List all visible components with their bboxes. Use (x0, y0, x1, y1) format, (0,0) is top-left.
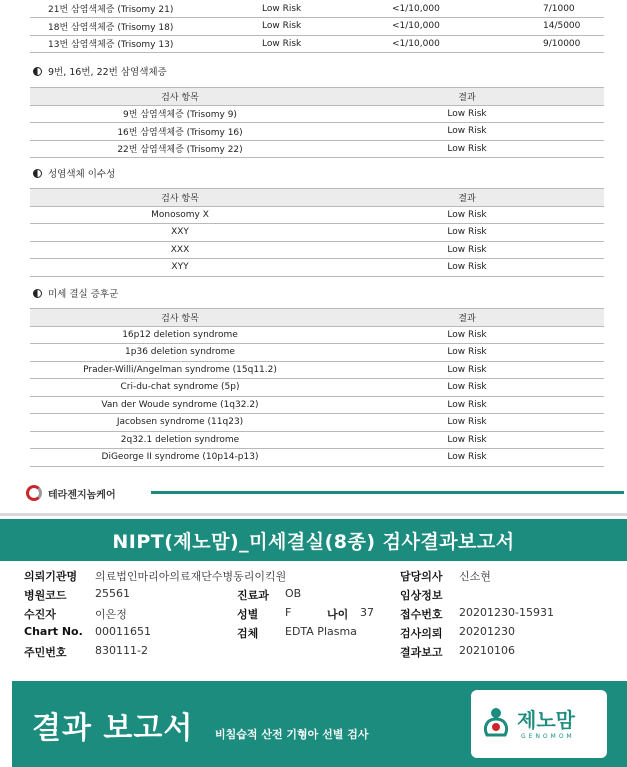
result-cell: Low Risk (330, 396, 604, 414)
table-row (30, 35, 604, 53)
result-cell: Low Risk (260, 18, 390, 36)
hospital-code-label: 병원코드 (24, 589, 67, 602)
half-circle-icon (33, 169, 42, 178)
result-date-value: 20210106 (459, 644, 515, 657)
sex-label: 성별 (237, 608, 259, 621)
item-cell: 16p12 deletion syndrome (30, 326, 330, 344)
age-value: 37 (360, 606, 374, 619)
half-circle-icon (33, 67, 42, 76)
result-cell: Low Risk (330, 431, 604, 449)
table-row (30, 0, 604, 18)
table-row (30, 123, 604, 141)
section-title-microdeletion (33, 286, 118, 300)
section-title-text: 미세 결실 증후군 (48, 289, 119, 300)
info-row (0, 606, 627, 624)
institution-value: 의료법인마리아의료재단수병동리이킥원 (95, 570, 287, 583)
item-cell: XYY (30, 259, 330, 277)
section-title-text: 성염색체 이수성 (48, 169, 116, 180)
table-row (30, 326, 604, 344)
dept-value: OB (285, 587, 302, 600)
result-cell: Low Risk (330, 123, 604, 141)
institution-label: 의뢰기관명 (24, 570, 78, 583)
section-title-text: 9번, 16번, 22번 삼염색체증 (48, 67, 167, 78)
ratio-cell: <1/10,000 (390, 18, 515, 36)
brand-name-en: GENOMOM (521, 733, 575, 740)
chart-label: Chart No. (24, 625, 83, 638)
report-title: NIPT(제노맘)_미세결실(8종) 검사결과보고서 (112, 530, 515, 553)
result-cell: Low Risk (260, 0, 390, 18)
hospital-code-value: 25561 (95, 587, 130, 600)
table-row (30, 396, 604, 414)
table-row (30, 431, 604, 449)
table-row (30, 414, 604, 432)
table-header-row (30, 189, 604, 207)
item-cell: 1p36 deletion syndrome (30, 344, 330, 362)
receipt-label: 접수번호 (400, 608, 443, 621)
receipt-value: 20201230-15931 (459, 606, 554, 619)
specimen-value: EDTA Plasma (285, 625, 357, 638)
table-header-row (30, 88, 604, 106)
microdeletion-table (30, 308, 604, 467)
mother-baby-icon (483, 707, 509, 737)
item-cell: Jacobsen syndrome (11q23) (30, 414, 330, 432)
header-item: 검사 항목 (30, 88, 330, 106)
result-cell: Low Risk (330, 344, 604, 362)
clinical-label: 임상정보 (400, 589, 443, 602)
result-cell: Low Risk (330, 361, 604, 379)
item-cell: 13번 삼염색체증 (Trisomy 13) (30, 35, 260, 53)
examinee-label: 수진자 (24, 608, 56, 621)
item-cell: 21번 삼염색체증 (Trisomy 21) (30, 0, 260, 18)
table-row (30, 379, 604, 397)
item-cell: 16번 삼염색체증 (Trisomy 16) (30, 123, 330, 141)
sex-chromosome-table (30, 188, 604, 277)
genomom-logo-card (471, 690, 607, 758)
company-logo-text: 테라젠지놈케어 (48, 490, 116, 501)
item-cell: DiGeorge II syndrome (10p14-p13) (30, 449, 330, 467)
ratio-cell: <1/10,000 (390, 0, 515, 18)
rrn-value: 830111-2 (95, 644, 148, 657)
rrn-label: 주민번호 (24, 646, 67, 659)
doctor-label: 담당의사 (400, 570, 443, 583)
info-row (0, 568, 627, 586)
header-item: 검사 항목 (30, 189, 330, 207)
result-cell: Low Risk (330, 259, 604, 277)
page-divider (0, 513, 627, 516)
table-row (30, 18, 604, 36)
result-cell: Low Risk (330, 414, 604, 432)
sex-value: F (285, 606, 292, 619)
item-cell: 22번 삼염색체증 (Trisomy 22) (30, 140, 330, 158)
result-cell: Low Risk (330, 449, 604, 467)
table-row (30, 449, 604, 467)
divider-line (151, 491, 624, 494)
brand-name-ko: 제노맘 (517, 708, 575, 732)
item-cell: 18번 삼염색체증 (Trisomy 18) (30, 18, 260, 36)
item-cell: Monosomy X (30, 206, 330, 224)
prior-cell: 7/1000 (515, 0, 604, 18)
item-cell: XXY (30, 224, 330, 242)
result-cell: Low Risk (330, 140, 604, 158)
section-title-sex-chromosome (33, 166, 115, 180)
table-row (30, 344, 604, 362)
item-cell: 9번 삼염색체증 (Trisomy 9) (30, 105, 330, 123)
table-row (30, 105, 604, 123)
header-result: 결과 (330, 309, 604, 327)
header-result: 결과 (330, 189, 604, 207)
result-cell: Low Risk (330, 105, 604, 123)
footer-banner (12, 681, 627, 767)
info-row (0, 625, 627, 643)
table-row (30, 140, 604, 158)
table-row (30, 241, 604, 259)
section-title-trisomy-9-16-22 (33, 64, 167, 78)
info-row (0, 587, 627, 605)
result-cell: Low Risk (330, 326, 604, 344)
chart-value: 00011651 (95, 625, 151, 638)
trisomy-table (30, 0, 604, 53)
result-cell: Low Risk (330, 241, 604, 259)
result-cell: Low Risk (330, 206, 604, 224)
company-logo-bar (26, 483, 624, 503)
request-label: 검사의뢰 (400, 627, 443, 640)
patient-info (0, 568, 627, 680)
trisomy-9-16-22-table (30, 87, 604, 158)
footer-subtitle: 비침습적 산전 기형아 선별 검사 (215, 728, 369, 741)
prior-cell: 14/5000 (515, 18, 604, 36)
request-value: 20201230 (459, 625, 515, 638)
item-cell: Van der Woude syndrome (1q32.2) (30, 396, 330, 414)
dept-label: 진료과 (237, 589, 269, 602)
footer-big-title: 결과 보고서 (32, 711, 194, 746)
report-title-band (0, 519, 627, 561)
age-label: 나이 (327, 608, 349, 621)
table-header-row (30, 309, 604, 327)
item-cell: Prader-Willi/Angelman syndrome (15q11.2) (30, 361, 330, 379)
specimen-label: 검체 (237, 627, 259, 640)
item-cell: 2q32.1 deletion syndrome (30, 431, 330, 449)
table-row (30, 224, 604, 242)
table-row (30, 259, 604, 277)
company-logo-icon (26, 485, 42, 501)
doctor-value: 신소현 (459, 570, 491, 583)
info-row (0, 644, 627, 662)
header-item: 검사 항목 (30, 309, 330, 327)
table-row (30, 206, 604, 224)
result-date-label: 결과보고 (400, 646, 443, 659)
result-cell: Low Risk (260, 35, 390, 53)
half-circle-icon (33, 289, 42, 298)
ratio-cell: <1/10,000 (390, 35, 515, 53)
result-cell: Low Risk (330, 379, 604, 397)
examinee-value: 이은정 (95, 608, 127, 621)
header-result: 결과 (330, 88, 604, 106)
item-cell: Cri-du-chat syndrome (5p) (30, 379, 330, 397)
table-row (30, 361, 604, 379)
result-cell: Low Risk (330, 224, 604, 242)
item-cell: XXX (30, 241, 330, 259)
prior-cell: 9/10000 (515, 35, 604, 53)
